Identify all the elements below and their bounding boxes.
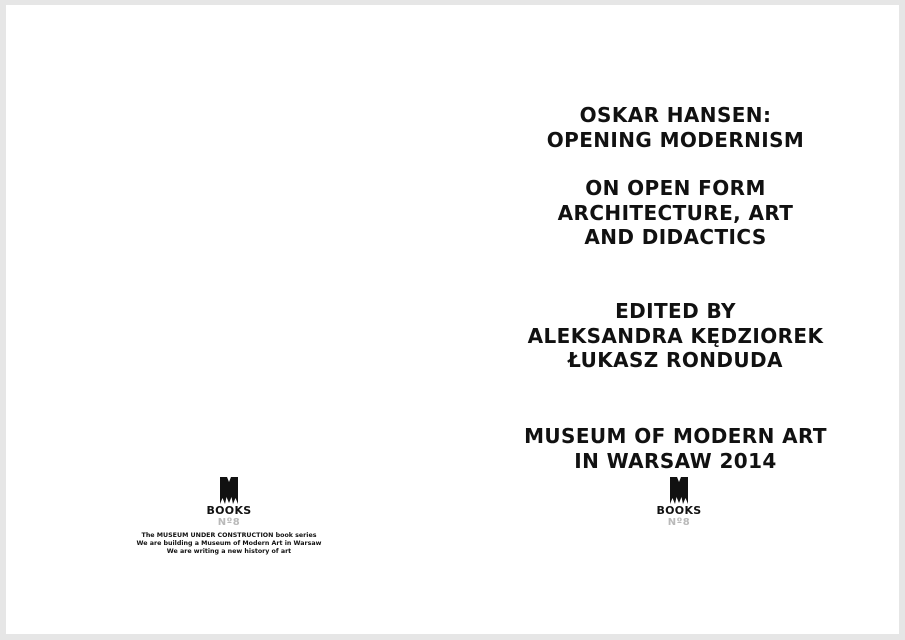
subtitle-line: ON OPEN FORM — [585, 176, 766, 200]
right-page — [452, 5, 899, 634]
publisher-line: MUSEUM OF MODERN ART — [524, 424, 827, 448]
book-spread — [6, 5, 899, 634]
book-title — [452, 103, 899, 152]
series-note-line: We are writing a new history of art — [166, 548, 292, 555]
left-page — [6, 5, 452, 634]
publisher-imprint — [452, 424, 899, 473]
series-note-line: The MUSEUM UNDER CONSTRUCTION book series — [141, 532, 317, 539]
publisher-line: IN WARSAW 2014 — [574, 448, 777, 473]
series-number: Nº8 — [667, 517, 691, 528]
title-line: OPENING MODERNISM — [546, 127, 805, 152]
editors-line: ŁUKASZ RONDUDA — [568, 348, 783, 372]
subtitle-line: ARCHITECTURE, ART — [557, 200, 794, 225]
museum-books-logo — [639, 477, 719, 528]
museum-books-logo — [189, 477, 269, 528]
title-line: OSKAR HANSEN: — [579, 103, 772, 127]
books-label: BOOKS — [656, 504, 702, 517]
subtitle-line: AND DIDACTICS — [584, 225, 767, 249]
editors-line: ALEKSANDRA KĘDZIOREK — [527, 323, 824, 348]
m-logo-icon — [670, 477, 688, 504]
series-number: Nº8 — [217, 517, 241, 528]
series-note-line: We are building a Museum of Modern Art in Warsaw — [136, 540, 322, 547]
m-logo-icon — [220, 477, 238, 504]
series-note — [106, 532, 352, 556]
book-subtitle — [452, 176, 899, 250]
editors-credit — [452, 299, 899, 373]
books-label: BOOKS — [206, 504, 252, 517]
editors-line: EDITED BY — [615, 299, 736, 323]
